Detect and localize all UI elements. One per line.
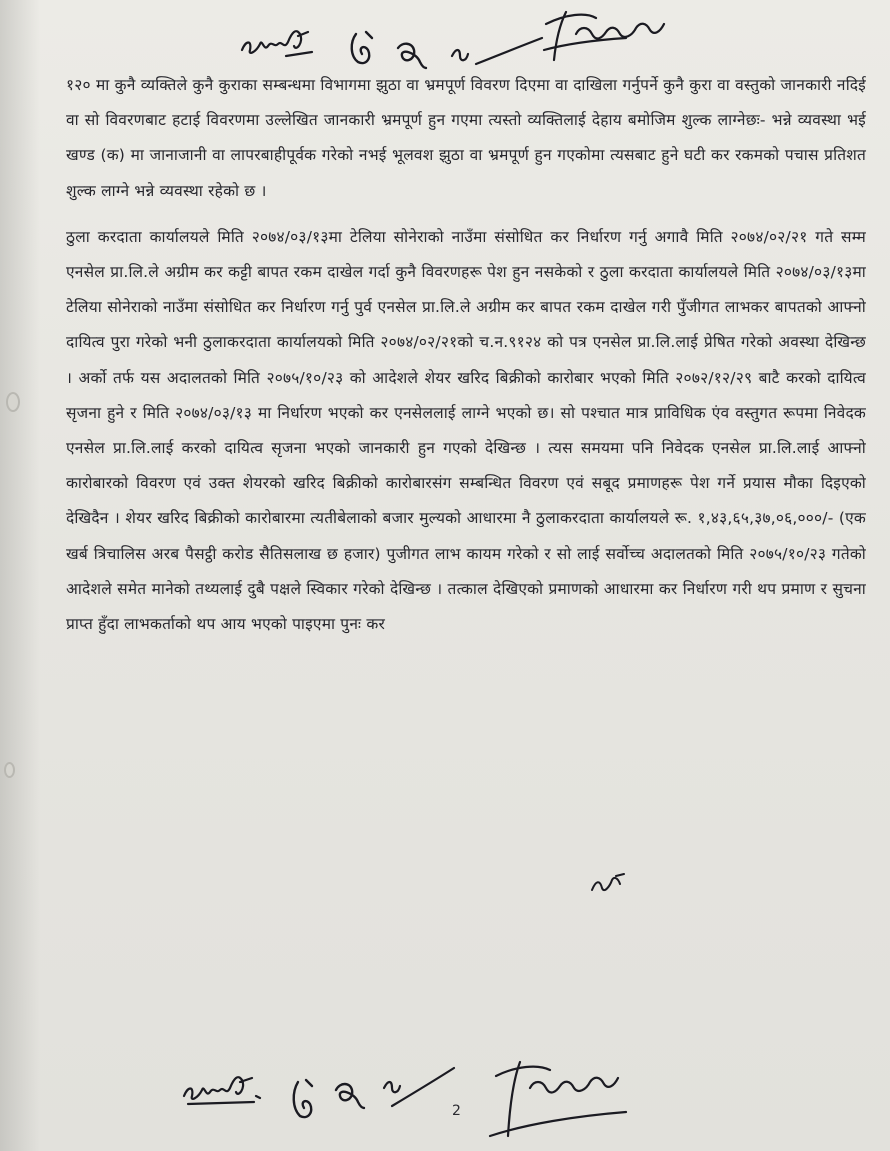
page-number: 2 <box>452 1103 461 1119</box>
punch-hole-mark <box>4 762 15 778</box>
signature-top-5 <box>536 4 676 68</box>
signature-top-2 <box>346 26 386 70</box>
signature-bottom-2 <box>288 1074 324 1124</box>
paragraph-2: ठुला करदाता कार्यालयले मिति २०७४/०३/१३मा टेलिया सोनेराको नाउँमा संसोधित कर निर्धारण गर्नु अगावै मिति २०७४/०२/२१ गते सम्म एनसेल प्रा.लि.ले अग्रीम कर कट्टी बापत रकम दाखेल गर्दा कुनै विवरणहरू पेश हुन नसकेको र ठुला करदाता कार्यालयले मिति २०७४/०३/१३मा टेलिया सोनेराको नाउँमा संसोधित कर निर्धारण गर्नु पुर्व एनसेल प्रा.लि.ले अग्रीम कर बापत रकम दाखेल गरी पुँजीगत लाभकर बापतको आफ्नो दायित्व पुरा गरेको भनी ठुलाकरदाता कार्यालयको मिति २०७४/०२/२१को च.न.९१२४ को पत्र एनसेल प्रा.लि.लाई प्रेषित गरेको अवस्था देखिन्छ । अर्को तर्फ यस अदालतको मिति २०७५/१०/२३ को आदेशले शेयर खरिद बिक्रीको कारोबार भएको मिति २०७२/१२/२९ बाटै करको दायित्व सृजना हुने र मिति २०७४/०३/१३ मा निर्धारण भएको कर एनसेललाई लाग्ने भएको छ। सो पश्चात मात्र प्राविधिक एंव वस्तुगत रूपमा निवेदक एनसेल प्रा.लि.लाई करको दायित्व सृजना भएको जानकारी हुन गएको देखिन्छ । त्यस समयमा पनि निवेदक एनसेल प्रा.लि.लाई आफ्नो कारोबारको विवरण एवं उक्त शेयरको खरिद बिक्रीको कारोबारसंग सम्बन्धित विवरण एवं सबूद प्रमाणहरू पेश गर्ने प्रयास मौका दिइएको देखिदैन । शेयर खरिद बिक्रीको कारोबारमा त्यतीबेलाको बजार मुल्यको आधारमा नै ठुलाकरदाता कार्यालयले रू. १,४३,६५,३७,०६,०००/- (एक खर्ब त्रिचालिस अरब पैसट्ठी करोड सैतिसलाख छ हजार) पुजीगत लाभ कायम गरेको र सो लाई सर्वोच्च अदालतको मिति २०७५/१०/२३ गतेको आदेशले समेत मानेको तथ्यलाई दुबै पक्षले स्विकार गरेको देखिन्छ । तत्काल देखिएको प्रमाणको आधारमा कर निर्धारण गरी थप प्रमाण र सुचना प्राप्त हुँदा लाभकर्ताको थप आय भएको पाइएमा पुनः कर <box>66 227 866 634</box>
signature-bottom-4 <box>378 1062 458 1112</box>
handwritten-correction <box>588 872 628 896</box>
paragraph-1: १२० मा कुनै व्यक्तिले कुनै कुराका सम्बन्धमा विभागमा झुठा वा भ्रमपूर्ण विवरण दिएमा वा दाखिला गर्नुपर्ने कुनै कुरा वा वस्तुको जानकारी नदिई वा सो विवरणबाट हटाई विवरणमा उल्लेखित जानकारी भ्रमपूर्ण हुन गएमा त्यस्तो व्यक्तिलाई देहाय बमोजिम शुल्क लाग्नेछः- भन्ने व्यवस्था भई खण्ड (क) मा जानाजानी वा लापरबाहीपूर्वक गरेको नभई भूलवश झुठा वा भ्रमपूर्ण हुन गएकोमा त्यसबाट हुने घटी कर रकमको पचास प्रतिशत शुल्क लाग्ने भन्ने व्यवस्था रहेको छ । <box>66 76 866 200</box>
punch-hole-mark <box>6 392 20 412</box>
signature-bottom-1 <box>180 1068 270 1108</box>
signature-top-3 <box>392 38 428 72</box>
page-shadow <box>0 0 40 1151</box>
signature-top-1 <box>238 22 318 62</box>
document-body <box>66 68 866 642</box>
signature-bottom-5 <box>486 1052 636 1142</box>
signature-bottom-3 <box>330 1078 366 1114</box>
